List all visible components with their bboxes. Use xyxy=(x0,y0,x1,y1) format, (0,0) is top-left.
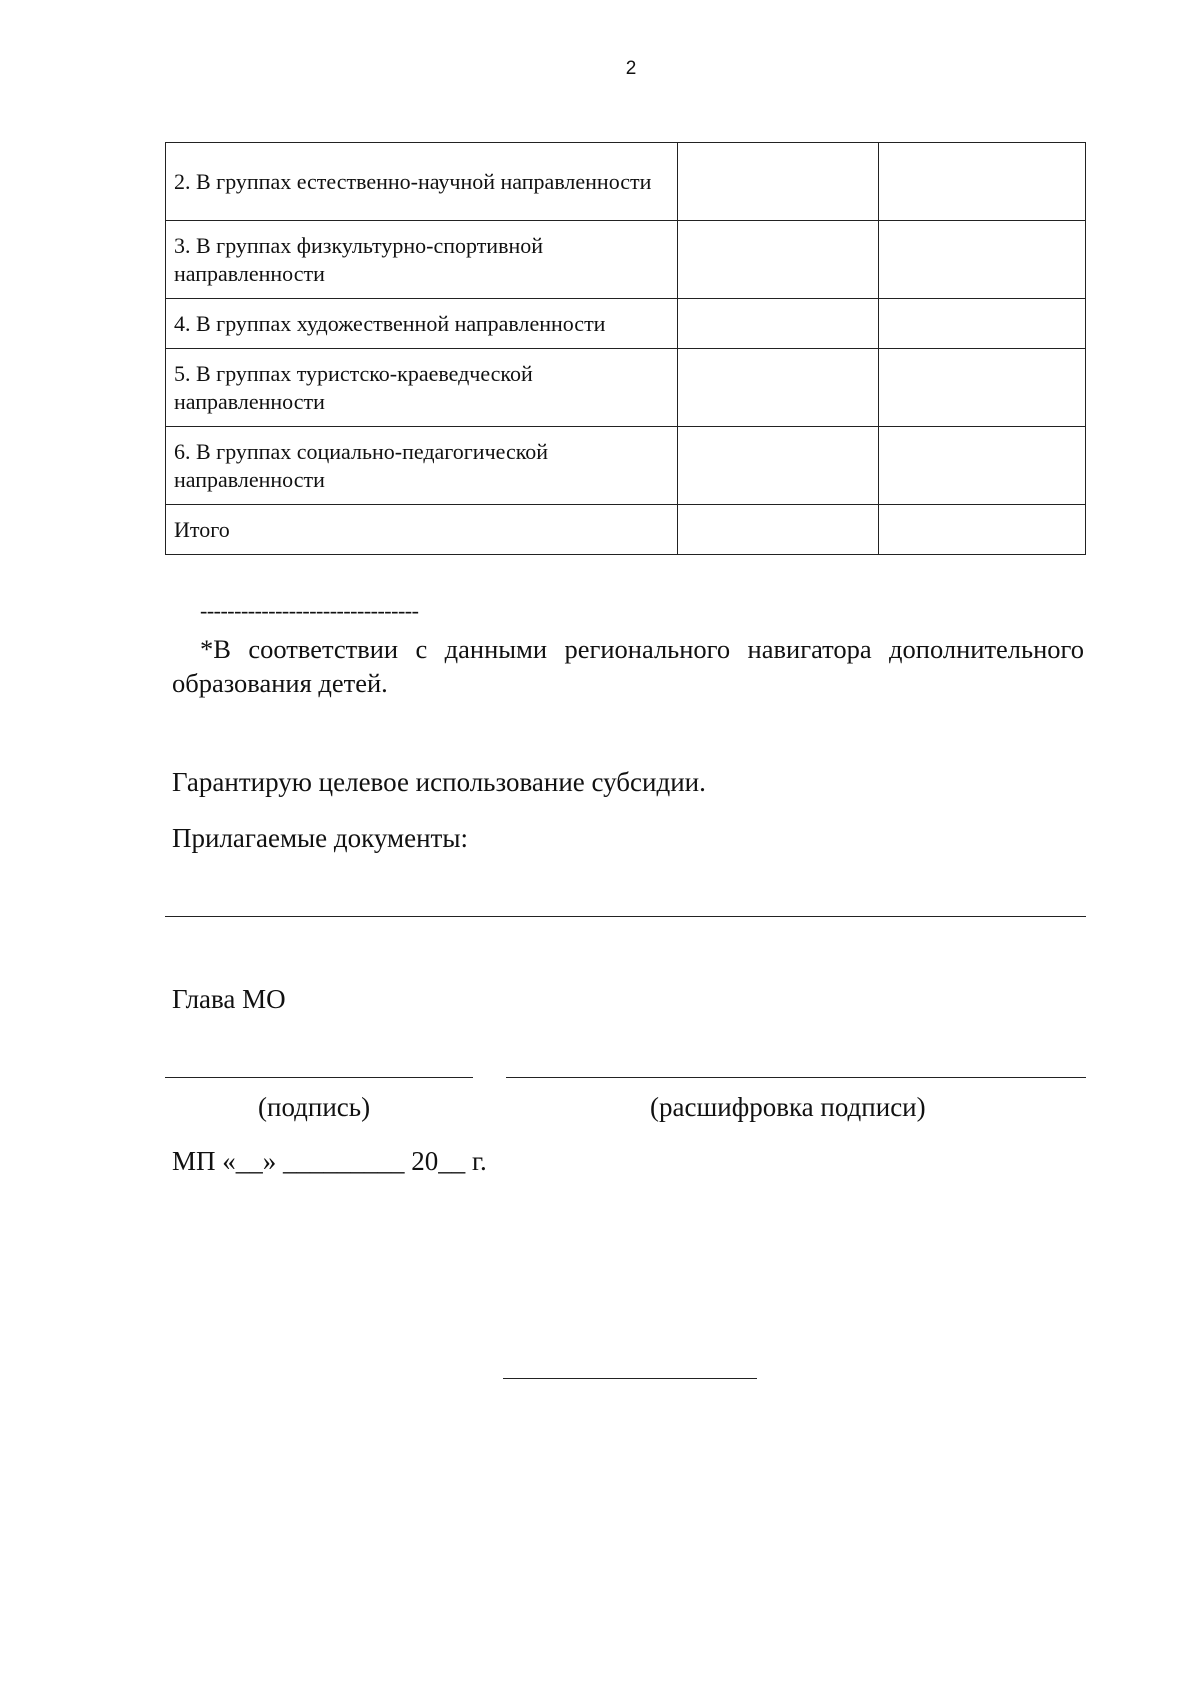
table-cell-label: 3. В группах физкультурно-спортивной направленности xyxy=(166,221,678,299)
signature-transcript-caption: (расшифровка подписи) xyxy=(650,1092,926,1122)
table-cell-label: 2. В группах естественно-научной направленности xyxy=(166,143,678,221)
table-row xyxy=(166,349,1086,427)
footnote-text: *В соответствии с данными регионального навигатора дополнительного образования детей. xyxy=(172,634,1084,698)
guarantee-statement: Гарантирую целевое использование субсидии. xyxy=(172,767,706,797)
table-cell-value[interactable] xyxy=(678,143,879,221)
attached-documents-line[interactable] xyxy=(165,916,1086,917)
table-cell-value[interactable] xyxy=(678,505,879,555)
table-cell-label: Итого xyxy=(166,505,678,555)
head-title: Глава МО xyxy=(172,984,286,1014)
table-cell-value[interactable] xyxy=(678,349,879,427)
table-cell-label: 5. В группах туристско-краеведческой направленности xyxy=(166,349,678,427)
table-cell-value[interactable] xyxy=(678,299,879,349)
table-cell-value[interactable] xyxy=(879,221,1086,299)
table-cell-value[interactable] xyxy=(879,505,1086,555)
signature-line[interactable] xyxy=(165,1077,473,1078)
table-row xyxy=(166,427,1086,505)
table-row xyxy=(166,143,1086,221)
stamp-date-line: МП «__» _________ 20__ г. xyxy=(172,1146,487,1176)
table-row-total xyxy=(166,505,1086,555)
table-cell-value[interactable] xyxy=(678,221,879,299)
table-cell-label: 4. В группах художественной направленности xyxy=(166,299,678,349)
end-of-document-line xyxy=(503,1378,757,1379)
table-cell-value[interactable] xyxy=(879,427,1086,505)
table-cell-value[interactable] xyxy=(678,427,879,505)
table-row xyxy=(166,221,1086,299)
table-cell-value[interactable] xyxy=(879,299,1086,349)
table-row xyxy=(166,299,1086,349)
table-cell-value[interactable] xyxy=(879,349,1086,427)
groups-table xyxy=(165,142,1086,555)
attached-documents-label: Прилагаемые документы: xyxy=(172,823,468,853)
page-number: 2 xyxy=(625,58,637,79)
table-cell-label: 6. В группах социально-педагогической направленности xyxy=(166,427,678,505)
signature-transcript-line[interactable] xyxy=(506,1077,1086,1078)
table-cell-value[interactable] xyxy=(879,143,1086,221)
signature-caption: (подпись) xyxy=(258,1092,371,1122)
footnote-separator: -------------------------------- xyxy=(200,598,419,623)
